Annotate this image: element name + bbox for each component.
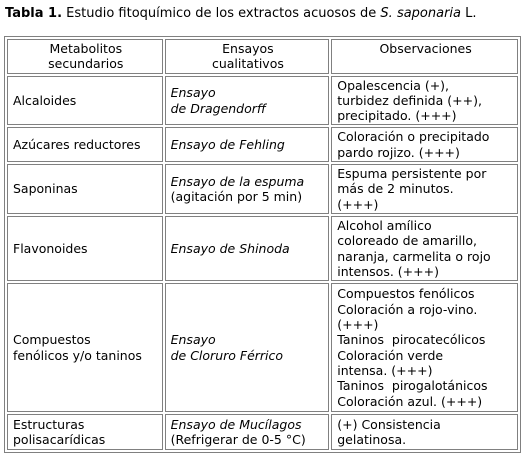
- observation-cell: Coloración o precipitado pardo rojizo. (+++): [331, 127, 518, 162]
- metabolite-cell: Flavonoides: [7, 216, 163, 281]
- caption-species: S. saponaria: [380, 6, 462, 21]
- observation-cell: Alcohol amílico coloreado de amarillo, naranja, carmelita o rojo intensos. (+++): [331, 216, 518, 281]
- phytochemical-table: [4, 36, 521, 453]
- assay-cell: Ensayo de Dragendorff: [165, 76, 330, 126]
- metabolite-cell: Compuestos fenólicos y/o taninos: [7, 283, 163, 412]
- header-row: [7, 39, 518, 74]
- observation-cell: Compuestos fenólicos Coloración a rojo-vino. (+++) Taninos pirocatecólicos Coloración verde intensa. (+++) Taninos pirogalotánicos Coloración azul. (+++): [331, 283, 518, 412]
- caption-suffix: L.: [461, 6, 477, 21]
- table-caption: [5, 6, 477, 22]
- table-row: [7, 283, 518, 412]
- table-row: [7, 414, 518, 450]
- assay-cell: Ensayo de la espuma (agitación por 5 min): [165, 164, 330, 214]
- table-row: [7, 127, 518, 162]
- assay-cell: Ensayo de Fehling: [165, 127, 330, 162]
- observation-cell: Espuma persistente por más de 2 minutos. (+++): [331, 164, 518, 214]
- assay-cell: Ensayo de Shinoda: [165, 216, 330, 281]
- caption-label: Tabla 1.: [5, 6, 63, 21]
- metabolite-cell: Estructuras polisacarídicas: [7, 414, 163, 450]
- assay-cell: Ensayo de Cloruro Férrico: [165, 283, 330, 412]
- caption-text: Estudio fitoquímico de los extractos acuosos de: [62, 6, 381, 21]
- table-row: [7, 216, 518, 281]
- metabolite-cell: Azúcares reductores: [7, 127, 163, 162]
- header-observations: Observaciones: [331, 39, 518, 74]
- table-row: [7, 164, 518, 214]
- table-row: [7, 76, 518, 126]
- metabolite-cell: Saponinas: [7, 164, 163, 214]
- observation-cell: (+) Consistencia gelatinosa.: [331, 414, 518, 450]
- header-metabolites: Metabolitos secundarios: [7, 39, 163, 74]
- assay-cell: Ensayo de Mucílagos (Refrigerar de 0-5 °C): [165, 414, 330, 450]
- header-assays: Ensayos cualitativos: [165, 39, 330, 74]
- metabolite-cell: Alcaloides: [7, 76, 163, 126]
- observation-cell: Opalescencia (+), turbidez definida (++), precipitado. (+++): [331, 76, 518, 126]
